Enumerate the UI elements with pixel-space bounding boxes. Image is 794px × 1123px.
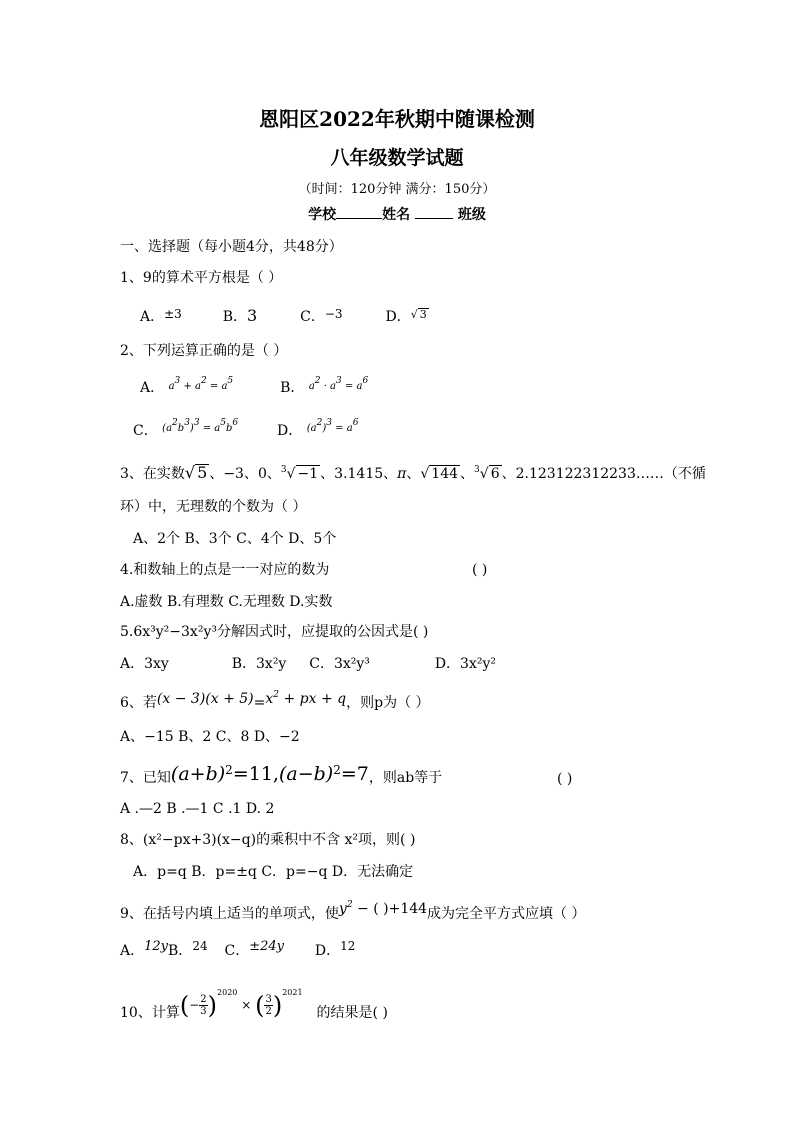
question-8-stem: 8、(x²−px+3)(x−q)的乘积中不含 x²项，则( ) xyxy=(120,832,416,848)
question-7-line: 7、已知$(a+b)^2=11,(a-b)^2=7$，则ab等于 xyxy=(120,763,443,786)
question-3-options: A、2个 B、3个 C、4个 D、5个 xyxy=(133,531,337,547)
question-1-stem: 1、9的算术平方根是（ ） xyxy=(120,270,283,286)
option-a-value: ±3 xyxy=(164,307,182,321)
option-c-value: ±24y xyxy=(249,939,284,954)
question-5-stem: 5.6x³y²−3x²y³分解因式时，应提取的公因式是( ) xyxy=(120,624,429,640)
name-label: 姓名 xyxy=(382,207,411,223)
question-4-paren: ( ) xyxy=(472,562,488,578)
question-10-line: 10、计算(− $\frac{2}{3}$ )$^{2020}$ × ( $\frac{3}{2}$ )$^{2021}$的结果是( ) xyxy=(120,988,388,1021)
school-label: 学校 xyxy=(308,207,337,223)
question-3-line1: 3、在实数√ 5 、−3、0、$^3$√ −1 、3.1415、π、√ 144 、$^3$√ 6 、2.123122312233……（不循 xyxy=(120,463,706,482)
option-a-value: 12y xyxy=(144,939,169,954)
question-1-options: A．±3 B．3 C．−3 D．$^{√ 3}$ xyxy=(140,306,427,325)
class-label: 班级 xyxy=(457,207,486,223)
exam-time-info: （时间：120分钟 满分：150分） xyxy=(298,182,496,197)
q10-expression: (− $\frac{2}{3}$ )$^{2020}$ × ( $\frac{3}{2}$ )$^{2021}$ xyxy=(179,988,303,1020)
school-blank xyxy=(336,218,382,219)
exam-title: 恩阳区2022年秋期中随课检测 xyxy=(259,107,535,131)
option-b-formula: a2 · a3 = a6 xyxy=(308,376,369,392)
sqrt144-expr: √ 144 xyxy=(420,466,459,482)
cube-root-6: $^3$√ 6 xyxy=(474,465,500,482)
question-2-options-row2: C． $^{(a2b3)3 = a5b6}$ D． $^{(a2)3 = a6}$ xyxy=(133,418,359,439)
option-c-formula: (a2b3)3 = a5b6 xyxy=(162,418,239,434)
question-8-options: A．p=q B．p=±q C．p=−q D．无法确定 xyxy=(133,864,414,880)
option-b-value: 24 xyxy=(192,939,208,953)
question-4-options: A.虚数 B.有理数 C.无理数 D.实数 xyxy=(120,594,333,610)
name-blank xyxy=(415,218,453,219)
question-6-line: 6、若$(x - 3)(x + 5)=x^2$ + px + q，则p为（ ） xyxy=(120,690,430,711)
option-d-value: 12 xyxy=(340,939,356,953)
question-7-options: A .—2 B .—1 C .1 D. 2 xyxy=(120,801,275,817)
exam-subtitle: 八年级数学试题 xyxy=(330,147,464,169)
question-7-paren: ( ) xyxy=(557,771,573,787)
sqrt5-expr: √ 5 xyxy=(184,463,208,482)
cube-root-neg1: $^3$√ −1 xyxy=(280,465,319,482)
question-4-stem: 4.和数轴上的点是一一对应的数为 xyxy=(120,562,330,578)
q7-equation: $(a+b)^2=11,(a-b)^2=7$ xyxy=(170,763,369,785)
question-5-options: A．3xy B．3x²y C．3x²y³ D．3x²y² xyxy=(120,656,496,672)
option-a-formula: a3 + a2 = a5 xyxy=(168,376,234,392)
student-info-line xyxy=(0,205,794,225)
question-3-line2: 环）中，无理数的个数为（ ） xyxy=(120,499,307,515)
q6-equation: $(x - 3)(x + 5)=x^2$ + px + q xyxy=(156,690,347,711)
question-9-options: A．12yB．24 C．±24y D．12 xyxy=(120,939,356,959)
section-heading: 一、选择题（每小题4分，共48分） xyxy=(120,239,343,255)
option-d-value: √ 3 xyxy=(410,308,427,321)
option-d-formula: (a2)3 = a6 xyxy=(306,418,359,434)
question-2-stem: 2、下列运算正确的是（ ） xyxy=(120,343,288,359)
q9-expression: $y^2$ − ( )+144 xyxy=(338,900,428,917)
question-9-line: 9、在括号内填上适当的单项式，使$y^2$ − ( )+144成为完全平方式应填（ ） xyxy=(120,900,586,922)
option-c-value: −3 xyxy=(324,307,343,321)
option-b-value: 3 xyxy=(247,306,258,325)
question-6-options: A、−15 B、2 C、8 D、−2 xyxy=(120,729,300,745)
question-2-options-row1: A． $^{a3 + a2 = a5}$ B． $^{a2 \cdot a3 = a6}$ xyxy=(140,376,369,396)
